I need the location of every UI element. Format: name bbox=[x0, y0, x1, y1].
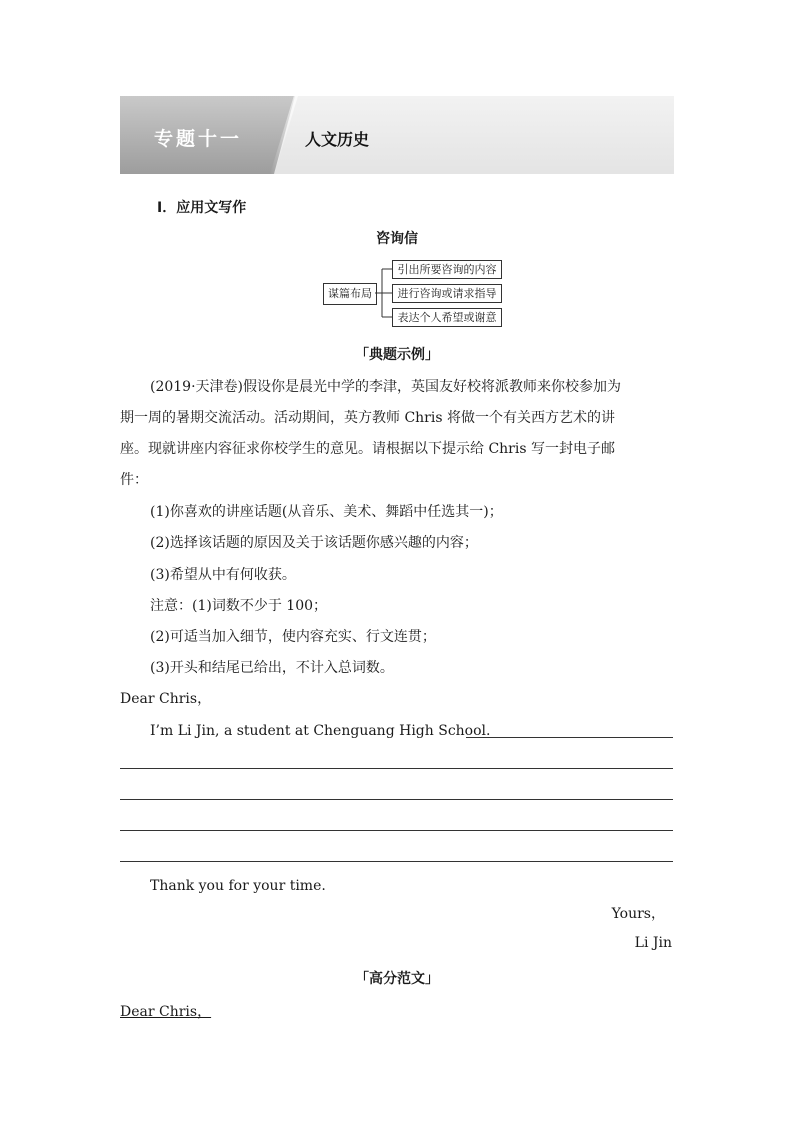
letter-closing: Thank you for your time. bbox=[150, 878, 326, 894]
outline-brace bbox=[374, 262, 394, 326]
note-3: (3)开头和结尾已给出，不计入总词数。 bbox=[150, 660, 394, 676]
prompt-line-2: 期一周的暑期交流活动。活动期间，英方教师 Chris 将做一个有关西方艺术的讲 bbox=[120, 410, 615, 426]
chapter-banner bbox=[120, 96, 674, 174]
point-1: (1)你喜欢的讲座话题(从音乐、美术、舞蹈中任选其一)； bbox=[150, 504, 503, 520]
model-heading: 「高分范文」 bbox=[355, 971, 439, 987]
answer-line-1[interactable] bbox=[466, 737, 673, 738]
outline-item-1: 引出所要咨询的内容 bbox=[392, 260, 502, 279]
letter-greeting: Dear Chris， bbox=[120, 691, 212, 707]
answer-line-4[interactable] bbox=[120, 830, 673, 831]
chapter-label: 专题十一 bbox=[154, 128, 243, 150]
example-heading: 「典题示例」 bbox=[355, 347, 439, 363]
chapter-title: 人文历史 bbox=[305, 130, 370, 149]
outline-item-3: 表达个人希望或谢意 bbox=[392, 308, 502, 327]
letter-opening: I’m Li Jin, a student at Chenguang High School. bbox=[150, 723, 491, 739]
answer-line-2[interactable] bbox=[120, 768, 673, 769]
section-heading: Ⅰ．应用文写作 bbox=[157, 200, 247, 216]
answer-line-5[interactable] bbox=[120, 861, 673, 862]
prompt-line-4: 件： bbox=[120, 472, 148, 488]
letter-signoff: Yours， bbox=[611, 906, 665, 922]
outline-item-2: 进行咨询或请求指导 bbox=[392, 284, 502, 303]
point-3: (3)希望从中有何收获。 bbox=[150, 567, 296, 583]
letter-type-title: 咨询信 bbox=[376, 231, 418, 247]
point-2: (2)选择该话题的原因及关于该话题你感兴趣的内容； bbox=[150, 535, 478, 551]
model-greeting: Dear Chris， bbox=[120, 1004, 212, 1020]
answer-line-3[interactable] bbox=[120, 799, 673, 800]
note-1: 注意：(1)词数不少于 100； bbox=[150, 598, 328, 614]
prompt-line-1: (2019·天津卷)假设你是晨光中学的李津，英国友好校将派教师来你校参加为 bbox=[150, 379, 622, 395]
outline-root: 谋篇布局 bbox=[323, 283, 377, 305]
note-2: (2)可适当加入细节，使内容充实、行文连贯； bbox=[150, 629, 436, 645]
prompt-line-3: 座。现就讲座内容征求你校学生的意见。请根据以下提示给 Chris 写一封电子邮 bbox=[120, 441, 615, 457]
letter-signature: Li Jin bbox=[634, 935, 672, 951]
